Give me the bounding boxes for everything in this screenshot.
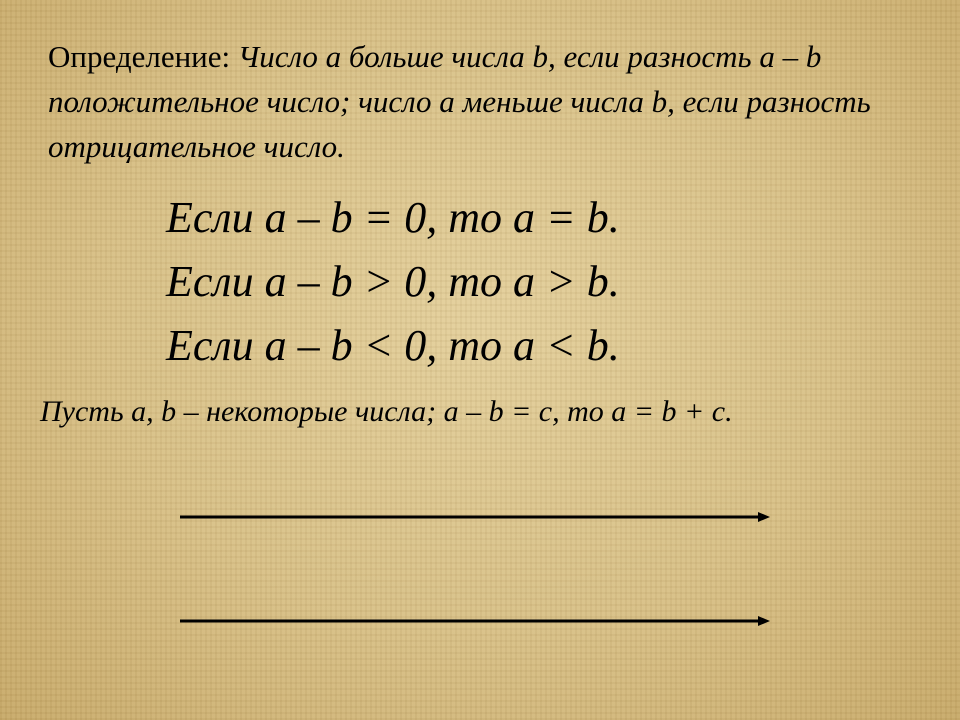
definition bbox=[48, 34, 928, 169]
arrow-right-icon bbox=[178, 615, 770, 627]
difference-statement: Пусть a, b – некоторые числа; a – b = c, то a = b + c. bbox=[40, 395, 733, 428]
rule-equal: Если a – b = 0, то a = b. bbox=[166, 193, 620, 242]
definition-term: Определение: bbox=[48, 39, 231, 74]
rules-list bbox=[166, 186, 620, 378]
rule-less: Если a – b < 0, то a < b. bbox=[166, 321, 620, 370]
definition-text: Число a больше числа b, если разность a – b положительное число; число a меньше числа b, если разность отрицательное число. bbox=[48, 39, 871, 164]
arrow-right-icon bbox=[178, 511, 770, 523]
rule-greater: Если a – b > 0, то a > b. bbox=[166, 257, 620, 306]
